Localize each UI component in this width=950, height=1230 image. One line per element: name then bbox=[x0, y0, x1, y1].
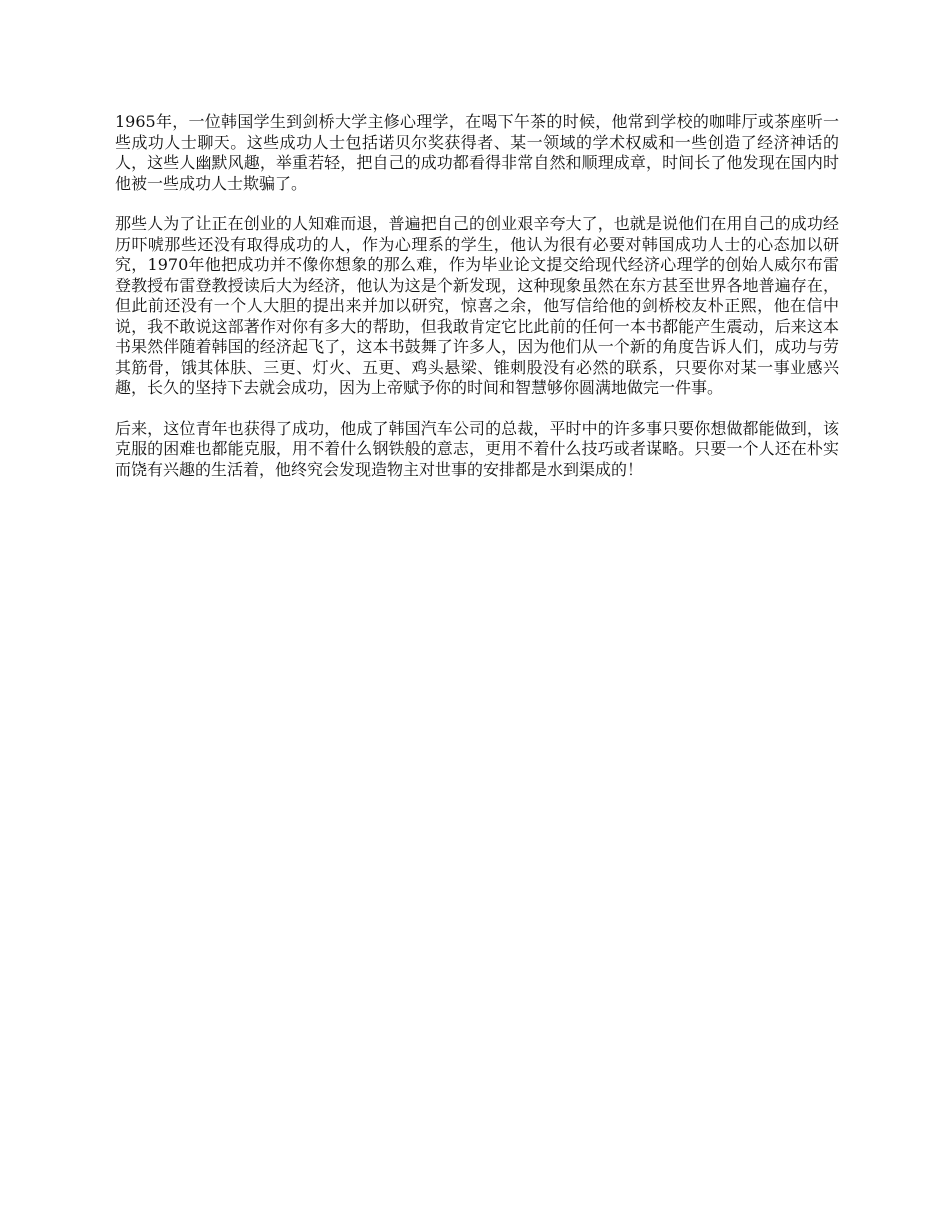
paragraph-3: 后来，这位青年也获得了成功，他成了韩国汽车公司的总裁，平时中的许多事只要你想做都能做到，该克服的困难也都能克服，用不着什么钢铁般的意志，更用不着什么技巧或者谋略。只要一个人还在朴实而饶有兴趣的生活着，他终究会发现造物主对世事的安排都是水到渠成的！ bbox=[115, 418, 839, 479]
paragraph-1: 1965年，一位韩国学生到剑桥大学主修心理学，在喝下午茶的时候，他常到学校的咖啡厅或茶座听一些成功人士聊天。这些成功人士包括诺贝尔奖获得者、某一领域的学术权威和一些创造了经济神话的人，这些人幽默风趣，举重若轻，把自己的成功都看得非常自然和顺理成章，时间长了他发现在国内时他被一些成功人士欺骗了。 bbox=[115, 112, 839, 193]
document-body bbox=[115, 112, 839, 500]
paragraph-2: 那些人为了让正在创业的人知难而退，普遍把自己的创业艰辛夸大了，也就是说他们在用自己的成功经历吓唬那些还没有取得成功的人，作为心理系的学生，他认为很有必要对韩国成功人士的心态加以研究，1970年他把成功并不像你想象的那么难，作为毕业论文提交给现代经济心理学的创始人威尔布雷登教授布雷登教授读后大为经济，他认为这是个新发现，这种现象虽然在东方甚至世界各地普遍存在，但此前还没有一个人大胆的提出来并加以研究，惊喜之余，他写信给他的剑桥校友朴正熙，他在信中说，我不敢说这部著作对你有多大的帮助，但我敢肯定它比此前的任何一本书都能产生震动，后来这本书果然伴随着韩国的经济起飞了，这本书鼓舞了许多人，因为他们从一个新的角度告诉人们，成功与劳其筋骨，饿其体肤、三更、灯火、五更、鸡头悬梁、锥刺股没有必然的联系，只要你对某一事业感兴趣，长久的坚持下去就会成功，因为上帝赋予你的时间和智慧够你圆满地做完一件事。 bbox=[115, 214, 839, 397]
